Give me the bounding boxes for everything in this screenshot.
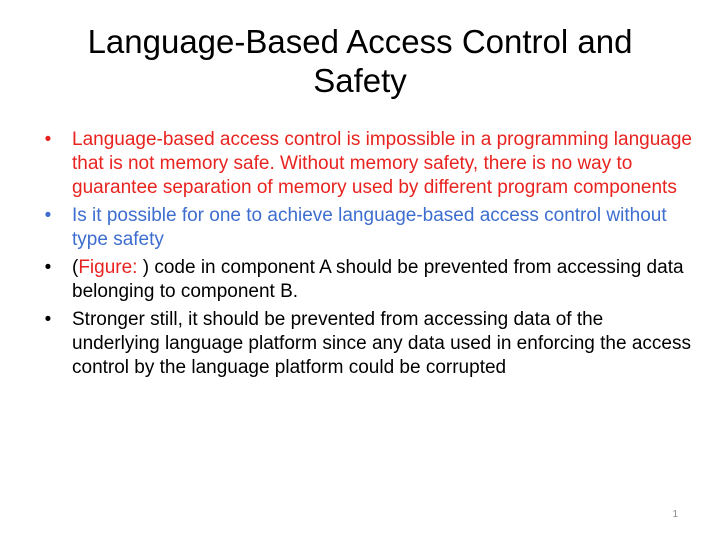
bullet-icon: •: [44, 309, 52, 330]
bullet-item-platform-protection: [36, 308, 696, 380]
bullet-item-type-safety: [36, 204, 696, 252]
bullet-icon: •: [44, 257, 52, 278]
figure-label: Figure:: [78, 257, 138, 278]
bullet-icon: •: [44, 129, 52, 150]
bullet-text: Is it possible for one to achieve language-based access control without type safety: [72, 205, 667, 250]
bullet-item-component-isolation: [36, 256, 696, 304]
bullet-open-paren: (: [72, 257, 79, 278]
bullet-text: Stronger still, it should be prevented from accessing data of the underlying language platform since any data used in enforcing the access control by the language platform could be corrupted: [72, 309, 691, 378]
bullet-icon: •: [44, 205, 52, 226]
bullet-text: ) code in component A should be prevented from accessing data belonging to component B.: [72, 257, 684, 302]
bullet-list: [36, 128, 696, 384]
page-number: 1: [672, 509, 678, 520]
bullet-text: Language-based access control is impossible in a programming language that is not memory safe. Without memory safety, there is no way to guarantee separation of memory used by different program components: [72, 129, 692, 198]
slide-title: Language-Based Access Control and Safety: [87, 23, 633, 99]
bullet-item-memory-safety: [36, 128, 696, 200]
